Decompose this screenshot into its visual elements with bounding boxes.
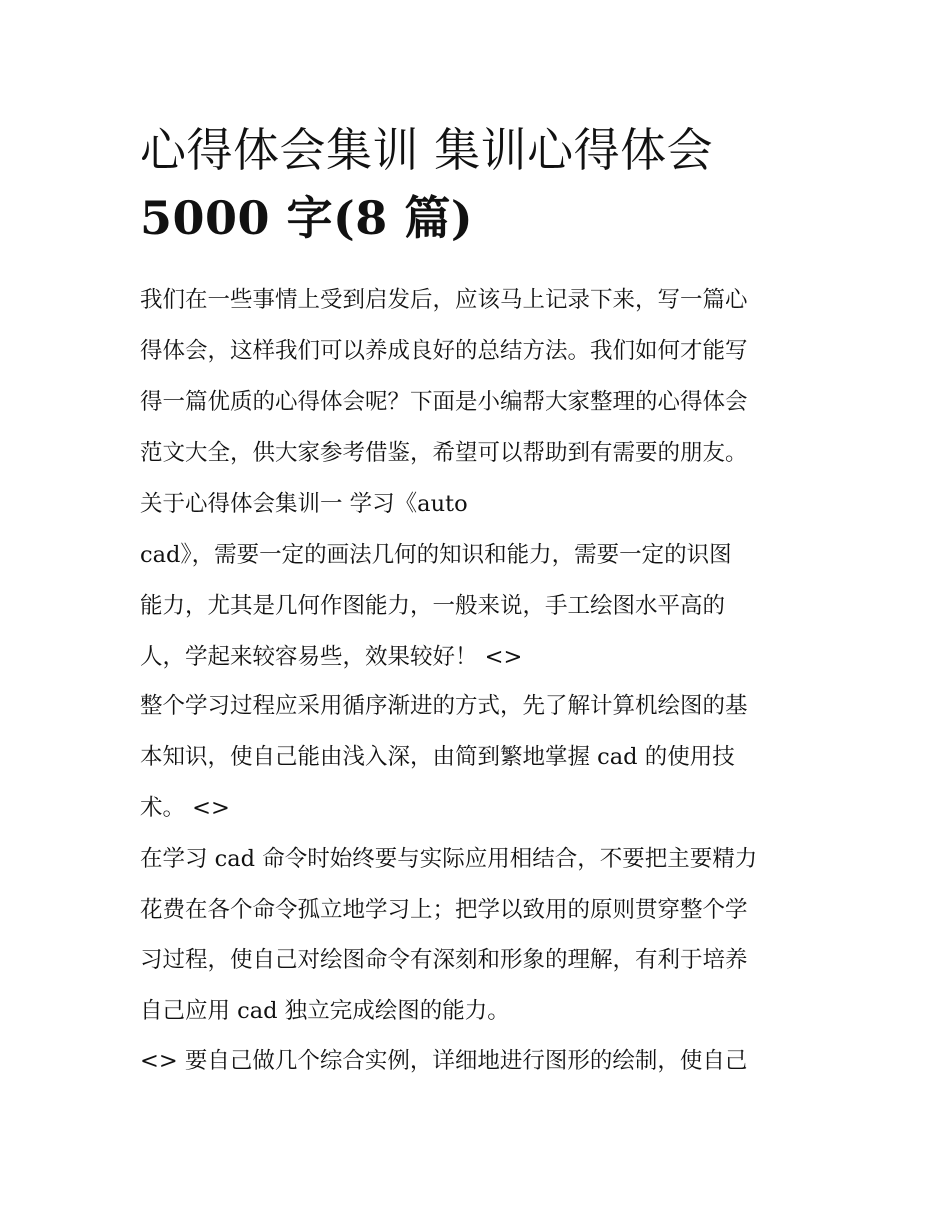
text-line: 在学习 cad 命令时始终要与实际应用相结合，不要把主要精力 (140, 846, 758, 872)
text-line: 关于心得体会集训一 学习《auto (140, 491, 468, 517)
document-title (140, 116, 820, 252)
text-line: 能力，尤其是几何作图能力，一般来说，手工绘图水平高的 (140, 593, 726, 619)
text-line: 我们在一些事情上受到启发后，应该马上记录下来，写一篇心 (140, 287, 748, 313)
text-line: 术。 <> (140, 795, 230, 821)
text-line: 得体会，这样我们可以养成良好的总结方法。我们如何才能写 (140, 338, 748, 364)
text-line: 习过程，使自己对绘图命令有深刻和形象的理解，有利于培养 (140, 947, 748, 973)
title-line-2: 5000 字(8 篇) (140, 191, 474, 245)
text-line: 人，学起来较容易些，效果较好！ <> (140, 644, 523, 670)
text-line: 本知识，使自己能由浅入深，由简到繁地掌握 cad 的使用技 (140, 744, 735, 770)
text-line: <> 要自己做几个综合实例，详细地进行图形的绘制，使自己 (140, 1048, 748, 1074)
text-line: 花费在各个命令孤立地学习上；把学以致用的原则贯穿整个学 (140, 897, 748, 923)
text-line: 整个学习过程应采用循序渐进的方式，先了解计算机绘图的基 (140, 693, 748, 719)
document-page (140, 0, 820, 1229)
text-line: cad》，需要一定的画法几何的知识和能力，需要一定的识图 (140, 542, 732, 568)
text-line: 自己应用 cad 独立完成绘图的能力。 (140, 998, 510, 1024)
title-line-1: 心得体会集训 集训心得体会 (140, 123, 714, 177)
text-line: 范文大全，供大家参考借鉴，希望可以帮助到有需要的朋友。 (140, 440, 748, 466)
text-line: 得一篇优质的心得体会呢？下面是小编帮大家整理的心得体会 (140, 389, 748, 415)
